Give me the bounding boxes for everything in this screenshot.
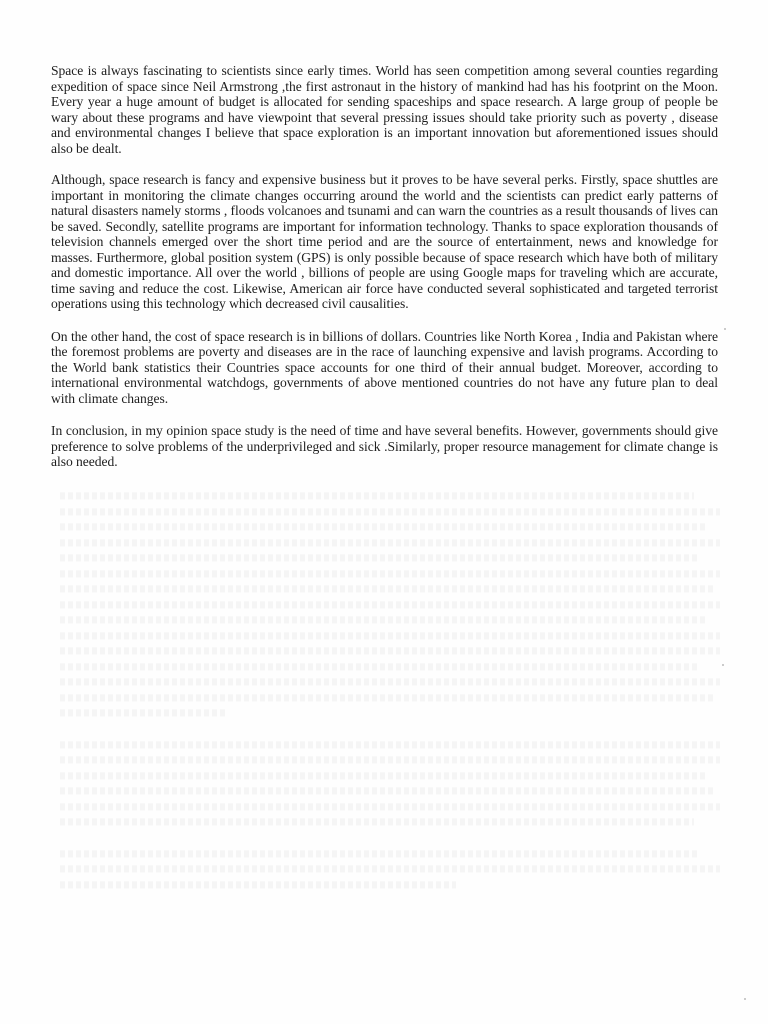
reverse-side-bleed-through — [60, 488, 720, 892]
scan-speck — [722, 664, 724, 666]
paragraph-benefits: Although, space research is fancy and expensive business but it proves to be have several perks. Firstly, space shuttles are important in monitoring the climate changes occurring around the world and the scientists can predict early patterns of natural disasters namely storms , floods volcanoes and tsunami and can warn the countries as a result thousands of lives can be saved. Secondly, satellite programs are important for information technology. Thanks to space exploration thousands of television channels emerged over the short time period and are the source of entertainment, news and knowledge for masses. Furthermore, global position system (GPS) is only possible because of space research which have both of military and domestic importance. All over the world , billions of people are using Google maps for traveling which are accurate, time saving and reduce the cost. Likewise, American air force have conducted several sophisticated and targeted terrorist operations using this technology which decreased civil causalities. — [51, 172, 718, 311]
paragraph-costs: On the other hand, the cost of space research is in billions of dollars. Countries like North Korea , India and Pakistan where the foremost problems are poverty and diseases are in the race of launching expensive and lavish programs. According to the World bank statistics their Countries space accounts for one third of their annual budget. Moreover, according to international environmental watchdogs, governments of above mentioned countries do not have any future plan to deal with climate changes. — [51, 328, 718, 406]
scan-speck — [744, 998, 746, 1000]
paragraph-conclusion: In conclusion, in my opinion space study is the need of time and have several benefits. However, governments should give preference to solve problems of the underprivileged and sick .Similarly, proper resource management for climate change is also needed. — [51, 423, 718, 469]
paragraph-introduction: Space is always fascinating to scientists since early times. World has seen competition among several counties regarding expedition of space since Neil Armstrong ,the first astronaut in the history of mankind had has his footprint on the Moon. Every year a huge amount of budget is allocated for sending spaceships and space research. A large group of people be wary about these programs and have viewpoint that several pressing issues should take priority such as poverty , disease and environmental changes I believe that space exploration is an important innovation but aforementioned issues should also be dealt. — [51, 63, 718, 156]
essay-text — [51, 63, 718, 487]
scan-speck — [724, 328, 726, 330]
